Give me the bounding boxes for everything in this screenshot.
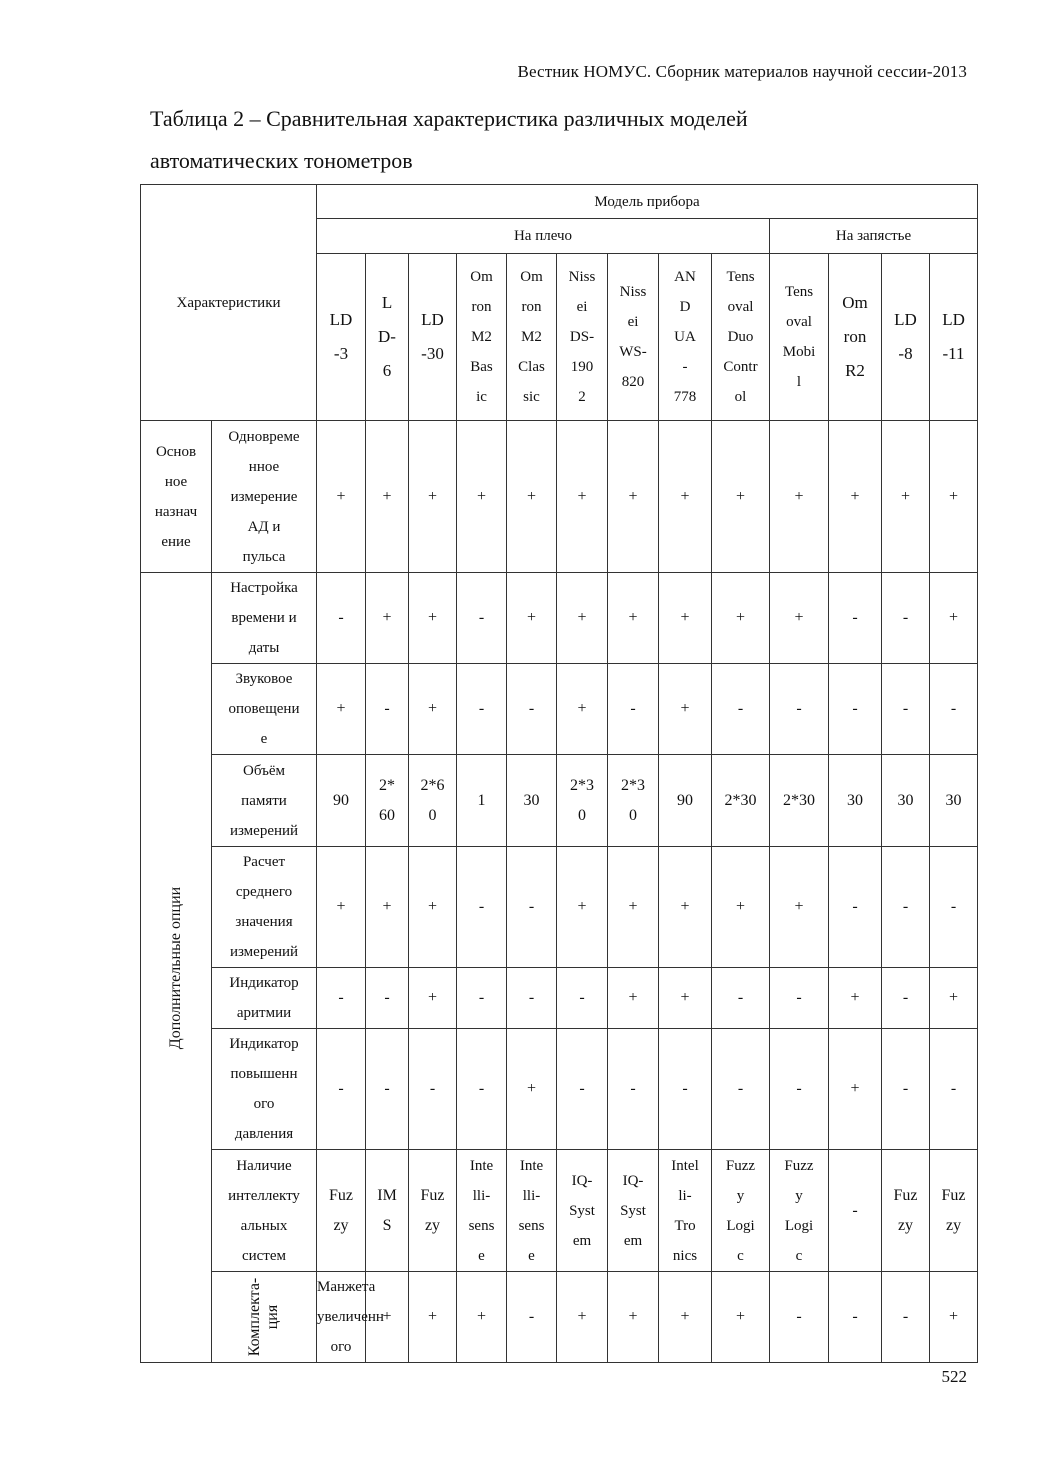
value-cell: - <box>930 847 978 968</box>
value-cell: + <box>770 421 829 573</box>
model-name-cell: AN D UA - 778 <box>659 254 712 421</box>
value-cell: + <box>366 847 409 968</box>
model-name-cell: LD -11 <box>930 254 978 421</box>
table-row <box>141 573 978 664</box>
model-name-cell: LD -30 <box>409 254 457 421</box>
value-cell: + <box>409 1272 457 1363</box>
value-cell: - <box>829 664 882 755</box>
row-label: Расчет среднего значения измерений <box>212 847 317 968</box>
value-cell: - <box>712 664 770 755</box>
value-cell: Inte lli- sens e <box>507 1150 557 1272</box>
value-cell: + <box>608 968 659 1029</box>
value-cell: - <box>829 573 882 664</box>
value-cell: + <box>659 968 712 1029</box>
value-cell: + <box>829 421 882 573</box>
value-cell: + <box>712 421 770 573</box>
value-cell: 90 <box>659 755 712 847</box>
value-cell: - <box>457 847 507 968</box>
table-row <box>141 664 978 755</box>
value-cell: + <box>366 421 409 573</box>
value-cell: + <box>457 421 507 573</box>
value-cell: + <box>608 573 659 664</box>
table-row <box>141 421 978 573</box>
value-cell: - <box>770 968 829 1029</box>
model-name-cell: Om ron R2 <box>829 254 882 421</box>
value-cell: - <box>770 664 829 755</box>
value-cell: Fuz zy <box>317 1150 366 1272</box>
value-cell: - <box>829 1272 882 1363</box>
value-cell: + <box>557 573 608 664</box>
table-caption <box>150 98 970 182</box>
value-cell: - <box>712 968 770 1029</box>
value-cell: - <box>712 1029 770 1150</box>
value-cell: - <box>317 1029 366 1150</box>
value-cell: + <box>770 847 829 968</box>
table-row <box>141 968 978 1029</box>
value-cell: - <box>659 1029 712 1150</box>
value-cell: + <box>366 573 409 664</box>
table-row <box>141 1150 978 1272</box>
value-cell: + <box>557 847 608 968</box>
value-cell: - <box>457 664 507 755</box>
value-cell: - <box>882 664 930 755</box>
value-cell: + <box>557 421 608 573</box>
value-cell: + <box>882 421 930 573</box>
value-cell: 2* 60 <box>366 755 409 847</box>
value-cell: 2*3 0 <box>557 755 608 847</box>
section-main-purpose: Основ ное назнач ение <box>141 421 212 573</box>
comparison-table <box>140 184 978 1363</box>
value-cell: - <box>366 664 409 755</box>
model-name-cell: Niss ei DS- 190 2 <box>557 254 608 421</box>
value-cell: 2*6 0 <box>409 755 457 847</box>
value-cell: + <box>507 421 557 573</box>
value-cell: - <box>930 1029 978 1150</box>
value-cell: + <box>659 664 712 755</box>
value-cell: + <box>829 968 882 1029</box>
value-cell: + <box>712 573 770 664</box>
value-cell: Fuz zy <box>930 1150 978 1272</box>
value-cell: + <box>930 573 978 664</box>
value-cell: + <box>659 573 712 664</box>
value-cell: - <box>930 664 978 755</box>
value-cell: - <box>507 847 557 968</box>
value-cell: - <box>507 1272 557 1363</box>
value-cell: Fuzz y Logi c <box>770 1150 829 1272</box>
caption-line-2: автоматических тонометров <box>150 148 413 173</box>
model-name-cell: Om ron M2 Clas sic <box>507 254 557 421</box>
model-name-cell: LD -3 <box>317 254 366 421</box>
value-cell: + <box>317 847 366 968</box>
value-cell: + <box>712 1272 770 1363</box>
value-cell: + <box>409 664 457 755</box>
section-kit: Комплекта- ция <box>212 1272 317 1363</box>
value-cell: IQ- Syst em <box>557 1150 608 1272</box>
value-cell: - <box>829 1150 882 1272</box>
value-cell: - <box>507 664 557 755</box>
value-cell: - <box>829 847 882 968</box>
value-cell: - <box>457 573 507 664</box>
value-cell: + <box>557 664 608 755</box>
value-cell: - <box>557 1029 608 1150</box>
value-cell: Intel li- Tro nics <box>659 1150 712 1272</box>
value-cell: - <box>317 573 366 664</box>
value-cell: + <box>608 421 659 573</box>
value-cell: - <box>366 968 409 1029</box>
value-cell: - <box>457 1029 507 1150</box>
value-cell: + <box>930 1272 978 1363</box>
model-name-cell: Tens oval Duo Contr ol <box>712 254 770 421</box>
model-name-cell: L D- 6 <box>366 254 409 421</box>
table-row <box>141 847 978 968</box>
value-cell: + <box>457 1272 507 1363</box>
value-cell: - <box>366 1029 409 1150</box>
value-cell: + <box>930 421 978 573</box>
table-row <box>141 1029 978 1150</box>
model-name-cell: LD -8 <box>882 254 930 421</box>
value-cell: - <box>317 968 366 1029</box>
value-cell: 1 <box>457 755 507 847</box>
table-row <box>141 755 978 847</box>
caption-line-1: Таблица 2 – Сравнительная характеристика различных моделей <box>150 106 748 131</box>
row-label: Настройка времени и даты <box>212 573 317 664</box>
value-cell: - <box>608 1029 659 1150</box>
value-cell: + <box>409 573 457 664</box>
model-name-cell: Tens oval Mobi l <box>770 254 829 421</box>
value-cell: + <box>659 847 712 968</box>
value-cell: - <box>882 968 930 1029</box>
section-extra-options: Дополнительные опции <box>141 573 212 1363</box>
value-cell: IM S <box>366 1150 409 1272</box>
row-label: Звуковое оповещени е <box>212 664 317 755</box>
value-cell: + <box>770 573 829 664</box>
value-cell: + <box>829 1029 882 1150</box>
value-cell: Inte lli- sens e <box>457 1150 507 1272</box>
value-cell: - <box>507 968 557 1029</box>
value-cell: 2*30 <box>770 755 829 847</box>
value-cell: + <box>712 847 770 968</box>
value-cell: - <box>457 968 507 1029</box>
value-cell: - <box>409 1029 457 1150</box>
row-label: Индикатор повышенн ого давления <box>212 1029 317 1150</box>
value-cell: + <box>317 421 366 573</box>
value-cell: 30 <box>829 755 882 847</box>
value-cell: - <box>770 1272 829 1363</box>
value-cell: Fuz zy <box>409 1150 457 1272</box>
page-number: 522 <box>941 1367 967 1386</box>
value-cell: + <box>409 968 457 1029</box>
value-cell: 2*3 0 <box>608 755 659 847</box>
model-header: Модель прибора <box>317 185 978 219</box>
value-cell: - <box>882 1272 930 1363</box>
value-cell: 30 <box>507 755 557 847</box>
row-label: Наличие интеллекту альных систем <box>212 1150 317 1272</box>
value-cell: + <box>608 1272 659 1363</box>
group-shoulder-header: На плечо <box>317 219 770 254</box>
value-cell: + <box>608 847 659 968</box>
value-cell: 30 <box>882 755 930 847</box>
value-cell: + <box>317 664 366 755</box>
value-cell: Fuzz y Logi c <box>712 1150 770 1272</box>
value-cell: - <box>882 847 930 968</box>
value-cell: + <box>366 1272 409 1363</box>
row-label: Манжета увеличенн ого <box>317 1272 366 1363</box>
running-header: Вестник НОМУС. Сборник материалов научной сессии-2013 <box>517 62 967 81</box>
value-cell: 90 <box>317 755 366 847</box>
row-label: Одновреме нное измерение АД и пульса <box>212 421 317 573</box>
row-label: Индикатор аритмии <box>212 968 317 1029</box>
value-cell: + <box>659 421 712 573</box>
value-cell: + <box>507 573 557 664</box>
value-cell: - <box>882 573 930 664</box>
model-name-cell: Om ron M2 Bas ic <box>457 254 507 421</box>
group-wrist-header: На запястье <box>770 219 978 254</box>
value-cell: 2*30 <box>712 755 770 847</box>
value-cell: + <box>557 1272 608 1363</box>
value-cell: + <box>507 1029 557 1150</box>
value-cell: IQ- Syst em <box>608 1150 659 1272</box>
table-row <box>141 1272 978 1363</box>
value-cell: + <box>930 968 978 1029</box>
value-cell: - <box>608 664 659 755</box>
value-cell: + <box>409 421 457 573</box>
value-cell: 30 <box>930 755 978 847</box>
value-cell: - <box>557 968 608 1029</box>
characteristics-header: Характеристики <box>141 185 317 421</box>
value-cell: - <box>770 1029 829 1150</box>
row-label: Объём памяти измерений <box>212 755 317 847</box>
value-cell: + <box>659 1272 712 1363</box>
value-cell: + <box>409 847 457 968</box>
value-cell: Fuz zy <box>882 1150 930 1272</box>
model-name-cell: Niss ei WS- 820 <box>608 254 659 421</box>
value-cell: - <box>882 1029 930 1150</box>
